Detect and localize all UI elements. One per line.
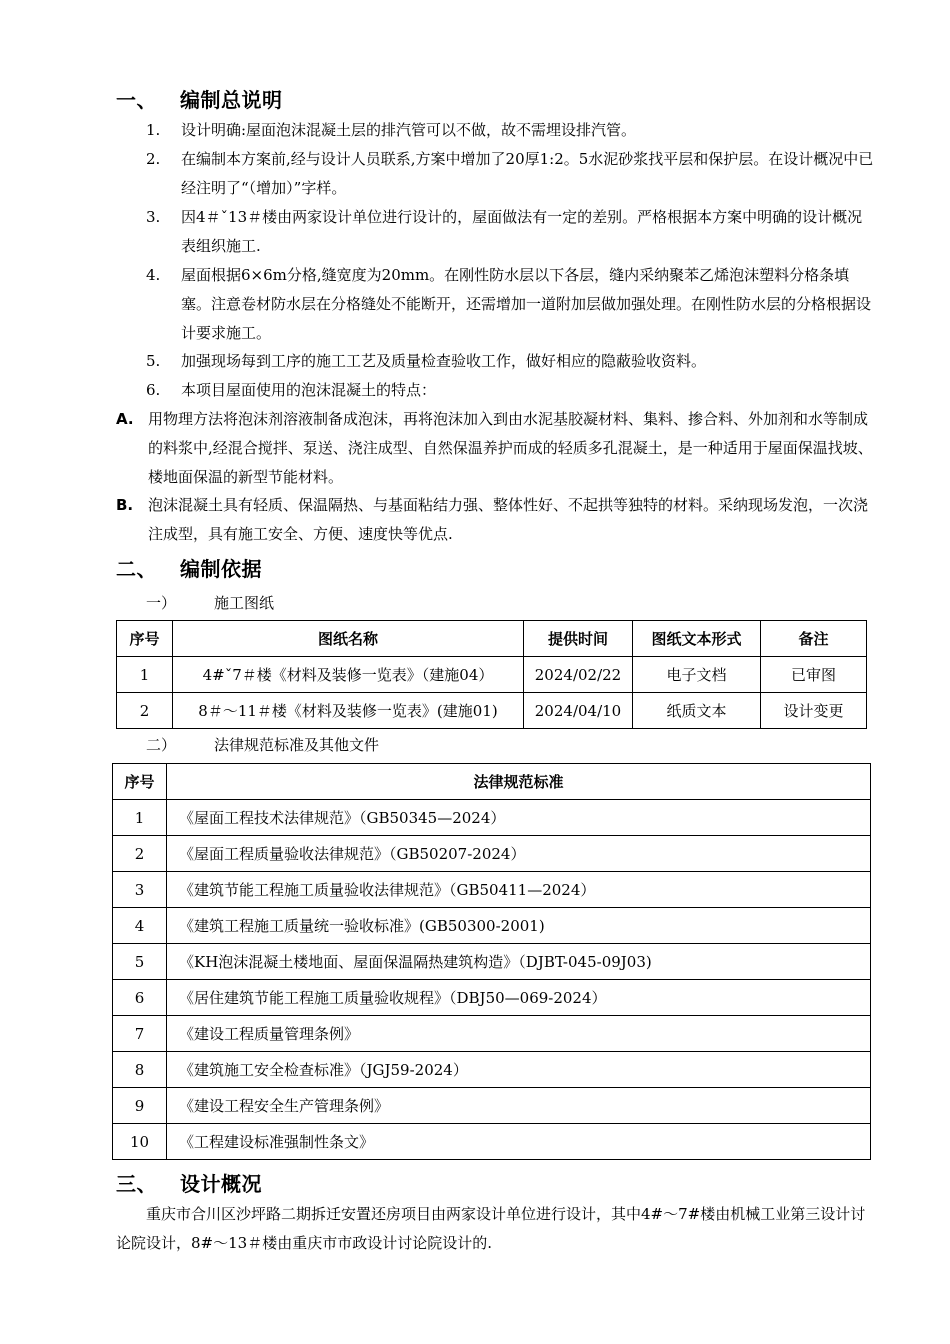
table-cell: 4#ˇ7＃楼《材料及装修一览表》（建施04） <box>173 657 524 693</box>
table-cell: 1 <box>113 800 167 836</box>
table-cell: 7 <box>113 1016 167 1052</box>
table-cell: 5 <box>113 944 167 980</box>
table-row <box>117 657 867 693</box>
table-row <box>113 1088 871 1124</box>
drawings-table <box>116 620 867 729</box>
table-header-row <box>117 621 867 657</box>
table-cell: 《建设工程安全生产管理条例》 <box>167 1088 871 1124</box>
table-cell: 3 <box>113 872 167 908</box>
table-row <box>113 1016 871 1052</box>
table-cell: 9 <box>113 1088 167 1124</box>
table-row <box>113 1052 871 1088</box>
table-row <box>113 944 871 980</box>
list-item: 6. 本项目屋面使用的泡沫混凝土的特点： <box>146 381 437 399</box>
subsection-heading-regulations: 二） 法律规范标准及其他文件 <box>146 736 380 754</box>
design-overview-paragraph: 重庆市合川区沙坪路二期拆迁安置还房项目由两家设计单位进行设计，其中4#～7#楼由机械工业第三设计讨论院设计，8#～13＃楼由重庆市市政设计讨论院设计的. <box>116 1205 866 1252</box>
feature-item-a: A. 用物理方法将泡沫剂溶液制备成泡沫，再将泡沫加入到由水泥基胶凝材料、集料、掺合料、外加剂和水等制成的料浆中,经混合搅拌、泵送、浇注成型、自然保温养护而成的轻质多孔混凝土，是一种适用于屋面保温找坡、楼地面保温的新型节能材料。 <box>116 410 873 486</box>
table-header-cell: 图纸文本形式 <box>633 621 761 657</box>
table-cell: 电子文档 <box>633 657 761 693</box>
subsection-heading-drawings: 一） 施工图纸 <box>146 594 275 612</box>
table-cell: 《建筑工程施工质量统一验收标准》(GB50300-2001) <box>167 908 871 944</box>
table-cell: 《KH泡沫混凝土楼地面、屋面保温隔热建筑构造》（DJBT-045-09J03) <box>167 944 871 980</box>
table-row <box>117 693 867 729</box>
table-header-cell: 备注 <box>761 621 867 657</box>
section-heading-1: 一、 编制总说明 <box>116 88 283 112</box>
table-cell: 设计变更 <box>761 693 867 729</box>
table-cell: 《居住建筑节能工程施工质量验收规程》（DBJ50—069-2024） <box>167 980 871 1016</box>
table-cell: 8 <box>113 1052 167 1088</box>
table-header-cell: 法律规范标准 <box>167 764 871 800</box>
table-cell: 《屋面工程技术法律规范》（GB50345—2024） <box>167 800 871 836</box>
table-cell: 纸质文本 <box>633 693 761 729</box>
table-row <box>113 980 871 1016</box>
table-cell: 2024/04/10 <box>524 693 633 729</box>
table-cell: 6 <box>113 980 167 1016</box>
table-cell: 《工程建设标准强制性条文》 <box>167 1124 871 1160</box>
table-cell: 2024/02/22 <box>524 657 633 693</box>
table-header-cell: 序号 <box>117 621 173 657</box>
list-item: 3. 因4＃ˇ13＃楼由两家设计单位进行设计的，屋面做法有一定的差别。严格根据本方案中明确的设计概况表组织施工. <box>146 208 863 255</box>
section-heading-2: 二、 编制依据 <box>116 557 262 581</box>
table-cell: 《建筑施工安全检查标准》（JGJ59-2024） <box>167 1052 871 1088</box>
list-item: 1. 设计明确:屋面泡沫混凝土层的排汽管可以不做，故不需埋设排汽管。 <box>146 121 637 139</box>
table-row <box>113 908 871 944</box>
table-header-row <box>113 764 871 800</box>
table-header-cell: 图纸名称 <box>173 621 524 657</box>
list-item: 5. 加强现场每到工序的施工工艺及质量检查验收工作，做好相应的隐蔽验收资料。 <box>146 352 707 370</box>
table-cell: 《建设工程质量管理条例》 <box>167 1016 871 1052</box>
feature-item-b: B. 泡沫混凝土具有轻质、保温隔热、与基面粘结力强、整体性好、不起拱等独特的材料。采纳现场发泡，一次浇注成型，具有施工安全、方便、速度快等优点. <box>116 496 869 543</box>
table-header-cell: 序号 <box>113 764 167 800</box>
table-row <box>113 800 871 836</box>
regulations-table <box>112 763 871 1160</box>
table-cell: 2 <box>113 836 167 872</box>
table-cell: 1 <box>117 657 173 693</box>
table-cell: 《屋面工程质量验收法律规范》（GB50207-2024） <box>167 836 871 872</box>
table-cell: 已审图 <box>761 657 867 693</box>
table-cell: 10 <box>113 1124 167 1160</box>
table-row <box>113 1124 871 1160</box>
table-cell: 4 <box>113 908 167 944</box>
section-heading-3: 三、 设计概况 <box>116 1172 262 1196</box>
table-header-cell: 提供时间 <box>524 621 633 657</box>
table-row <box>113 872 871 908</box>
table-row <box>113 836 871 872</box>
list-item: 4. 屋面根据6×6m分格,缝宽度为20mm。在刚性防水层以下各层，缝内采纳聚苯乙烯泡沫塑料分格条填塞。注意卷材防水层在分格缝处不能断开，还需增加一道附加层做加强处理。在刚性防水层的分格根据设计要求施工。 <box>146 266 872 342</box>
table-cell: 2 <box>117 693 173 729</box>
table-cell: 8＃～11＃楼《材料及装修一览表》(建施01) <box>173 693 524 729</box>
table-cell: 《建筑节能工程施工质量验收法律规范》（GB50411—2024） <box>167 872 871 908</box>
list-item: 2. 在编制本方案前,经与设计人员联系,方案中增加了20厚1:2。5水泥砂浆找平层和保护层。在设计概况中已经注明了“（增加）”字样。 <box>146 150 874 197</box>
